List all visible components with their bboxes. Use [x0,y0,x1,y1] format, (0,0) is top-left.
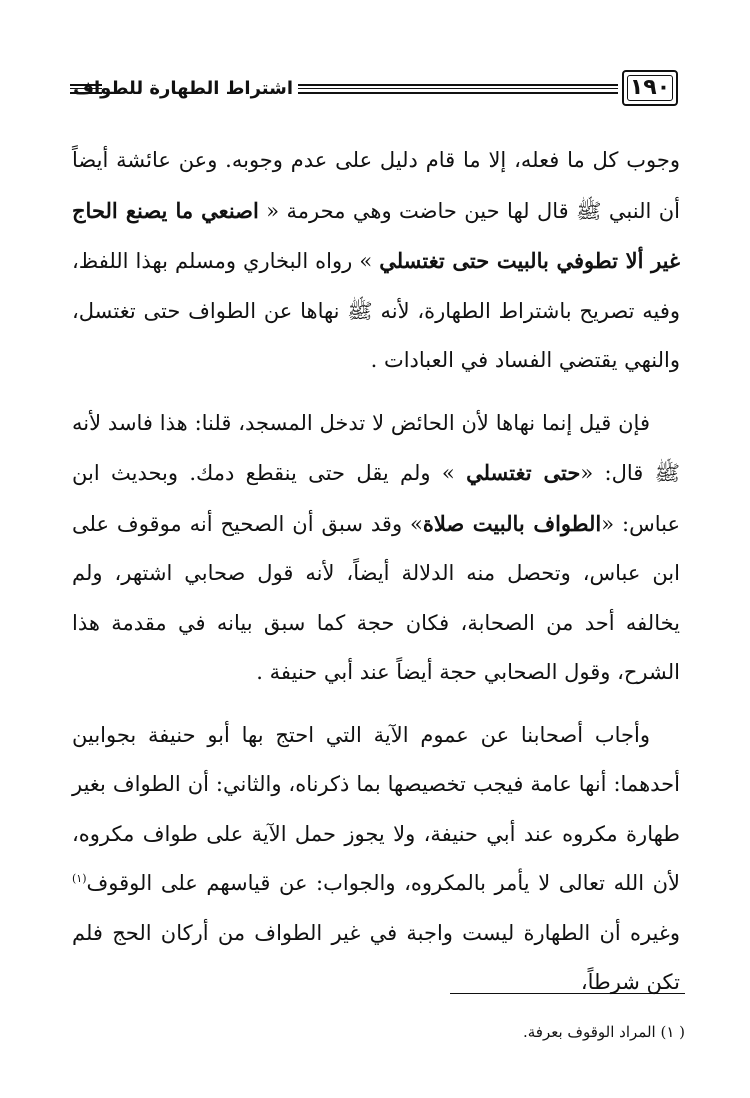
text-run: وأجاب أصحابنا عن عموم الآية التي احتج بها أبو حنيفة بجوابين أحدهما: أنها عامة فيجب تخصيصها بما ذكرناه، والثاني: أن الطواف بغير طهارة مكروه عند أبي حنيفة، ولا يجوز حمل الآية على طواف مكروه، لأن الله تعالى لا يأمر بالمكروه، والجواب: عن قياسهم على الوقوف [72,722,680,895]
text-run: » وقد سبق أن الصحيح أنه موقوف على ابن عباس، وتحصل منه الدلالة أيضاً، لأنه قول صحابي اشتهر، ولم يخالفه أحد من الصحابة، فكان حجة كما سبق بيانه في مقدمة هذا الشرح، وقول الصحابي حجة أيضاً عند أبي حنيفة . [72,511,680,684]
footnote-reference: (١) [72,872,87,885]
footnote: ( ١) المراد الوقوف بعرفة. [522,1023,685,1041]
footnote-separator [450,993,685,994]
page-number: ١٩٠ [622,70,678,106]
main-text [72,136,680,1008]
text-run: وغيره أن الطهارة ليست واجبة في غير الطواف من أركان الحج فلم تكن شرطاً، [72,920,680,994]
paragraph-3 [72,711,680,1008]
running-title: اشتراط الطهارة للطواف [73,78,293,99]
text-run: وجوب كل ما فعله، إلا ما قام دليل على عدم وجوبه. وعن عائشة أيضاً أن النبي ﷺ قال لها حين حاضت وهي محرمة « [72,148,681,223]
hadith-quote: حتى تغتسلي [466,460,581,485]
text-run: » رواه البخاري ومسلم بهذا اللفظ، وفيه تصريح باشتراط الطهارة، لأنه ﷺ نهاها عن الطواف حتى تغتسل، والنهي يقتضي الفساد في العبادات . [72,249,680,372]
paragraph-2 [72,399,680,698]
page-header [70,66,682,116]
paragraph-1 [72,136,680,386]
text-run: فإن قيل إنما نهاها لأن الحائض لا تدخل المسجد، قلنا: هذا فاسد لأنه ﷺ قال: « [72,410,681,485]
hadith-quote: الطواف بالبيت صلاة [422,510,602,536]
text-run: » ولم يقل حتى ينقطع دمك. وبحديث ابن عباس: « [72,461,680,536]
hadith-quote: اصنعي ما يصنع الحاج غير ألا تطوفي بالبيت حتى تغتسلي [72,197,680,273]
header-rule-middle [298,84,618,94]
